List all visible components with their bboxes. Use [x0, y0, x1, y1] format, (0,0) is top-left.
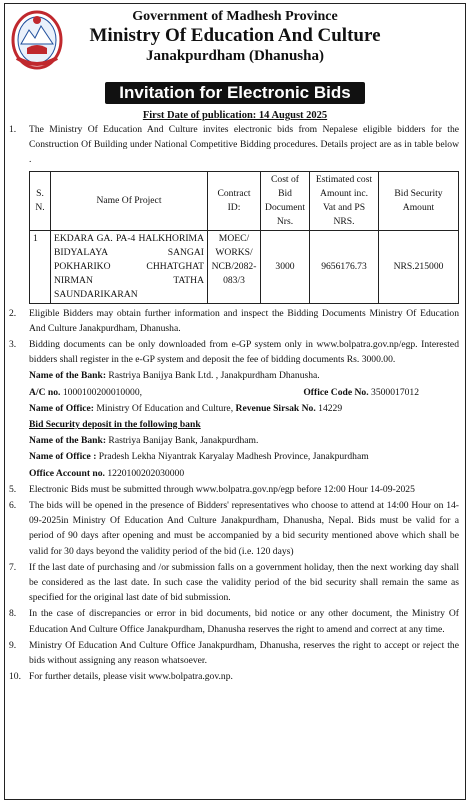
invitation-banner: Invitation for Electronic Bids: [105, 82, 365, 104]
col-sn: S. N.: [30, 171, 51, 230]
col-estimate: Estimated cost Amount inc. Vat and PS NRS.: [310, 171, 379, 230]
ministry-title: Ministry Of Education And Culture: [89, 25, 381, 46]
clause-text: For further details, please visit www.bolpatra.gov.np.: [29, 671, 233, 683]
col-contract: Contract ID:: [208, 171, 261, 230]
bid-table: [29, 171, 459, 304]
office-line: Name of Office: Ministry Of Education and Culture, Revenue Sirsak No. 14229: [29, 402, 343, 414]
clause-2: 2. Eligible Bidders may obtain further information and inspect the Bidding Documents Ministry Of Education And Culture Janakpurdham, Dhanusha.: [9, 306, 459, 336]
nepal-emblem-icon: [11, 6, 63, 72]
col-security: Bid Security Amount: [379, 171, 459, 230]
table-header-row: [30, 171, 459, 230]
cell-project: EKDARA GA. PA-4 HALKHORIMA BIDYALAYA SANGAI POKHARIKO CHHATGHAT NIRMAN TATHA SAUNDARIKARAN: [51, 230, 208, 303]
table-row: [30, 230, 459, 303]
clause-5: 5. Electronic Bids must be submitted through www.bolpatra.gov.np/egp before 12:00 Hour 14-09-2025: [9, 482, 459, 497]
location-title: Janakpurdham (Dhanusha): [146, 48, 324, 64]
clause-text: Eligible Bidders may obtain further information and inspect the Bidding Documents Ministry Of Education And Culture Janakpurdham, Dhanusha.: [29, 307, 459, 334]
cell-contract: MOEC/ WORKS/ NCB/2082-083/3: [208, 230, 261, 303]
publication-date: First Date of publication: 14 August 2025: [142, 110, 328, 121]
clause-text: If the last date of purchasing and /or submission falls on a government holiday, then the next working day shall be considered as the last date. In such case the validity period of the bid security shall remain the same as specified for the original last date of bid submission.: [29, 561, 459, 604]
clause-9: 9. Ministry Of Education And Culture Office Janakpurdham, Dhanusha, reserves the right to accept or reject the bids without assigning any reason whatsoever.: [9, 638, 459, 668]
security-heading: Bid Security deposit in the following bank: [29, 419, 201, 431]
cell-security: NRS.215000: [379, 230, 459, 303]
clause-text: Bidding documents can be only downloaded from e-GP system only in www.bolpatra.gov.np/egp. Interested bidders shall register in the e-GP system and deposit the fee of bidding documents Rs. 3000.00.: [29, 339, 459, 366]
clause-text: Ministry Of Education And Culture Office Janakpurdham, Dhanusha, reserves the right to accept or reject the bids without assigning any reason whatsoever.: [29, 639, 459, 667]
clause-text: The bids will be opened in the presence of Bidders' representatives who choose to attend at 14:00 Hour on 14-09-2025in Ministry Of Education And Culture Janakpurdham, Dhanusha, Nepal. Bids must be valid for a period of 90 days after opening and must be accompanied by a bid security mentioned above which shall be valid for 30 days beyond the validity period of the bid (i.e. 120 days): [29, 500, 459, 557]
clause-10: 10. For further details, please visit www.bolpatra.gov.np.: [9, 669, 459, 684]
clause-6: 6. The bids will be opened in the presence of Bidders' representatives who choose to attend at 14:00 Hour on 14-09-2025in Ministry Of Education And Culture Janakpurdham, Dhanusha, Nepal. Bids must be valid for a period of 90 days after opening and must be accompanied by a bid security mentioned above which shall be valid for 30 days beyond the validity period of the bid (i.e. 120 days): [9, 498, 459, 559]
gov-title: Government of Madhesh Province: [132, 9, 338, 24]
cell-estimate: 9656176.73: [310, 230, 379, 303]
clause-text: In the case of discrepancies or error in bid documents, bid notice or any other document, the Ministry Of Education And Culture Office Janakpurdham, Dhanusha reserves the right to amend and correct at any time.: [29, 608, 459, 635]
bank-name-line: Name of the Bank: Rastriya Banijya Bank Ltd. , Janakpurdham Dhanusha.: [29, 370, 320, 382]
clause-7: 7. If the last date of purchasing and /or submission falls on a government holiday, then the next working day shall be considered as the last date. In such case the validity period of the bid security shall remain the same as specified for the original last date of bid submission.: [9, 560, 459, 606]
account-line: A/C no. 1000100200010000, Office Code No. 3500017012: [29, 386, 419, 398]
clause-text: Electronic Bids must be submitted through www.bolpatra.gov.np/egp before 12:00 Hour 14-09-2025: [29, 483, 415, 495]
clause-1: 1. The Ministry Of Education And Culture invites electronic bids from Nepalese eligible bidders for the Construction Of Building under National Competitive Bidding procedures. Details project are as in table below .: [9, 122, 459, 168]
col-project: Name Of Project: [51, 171, 208, 230]
notice-body: [5, 122, 465, 684]
bid-table-wrap: [9, 171, 459, 304]
clause-3: 3. Bidding documents can be only downloaded from e-GP system only in www.bolpatra.gov.np/egp. Interested bidders shall register in the e-GP system and deposit the fee of bidding documents Rs. 3000.00.: [9, 337, 459, 367]
cell-sn: 1: [30, 230, 51, 303]
security-bank-line: Name of the Bank: Rastriya Banijay Bank, Janakpurdham.: [29, 435, 259, 447]
bank-details: [9, 368, 459, 480]
security-account-line: Office Account no. 1220100202030000: [29, 467, 185, 479]
col-cost: Cost of Bid Document Nrs.: [261, 171, 310, 230]
notice-page: [4, 3, 466, 800]
security-office-line: Name of Office : Pradesh Lekha Niyantrak Karyalay Madhesh Province, Janakpurdham: [29, 451, 369, 463]
notice-header: [5, 4, 465, 80]
clause-8: 8. In the case of discrepancies or error in bid documents, bid notice or any other document, the Ministry Of Education And Culture Office Janakpurdham, Dhanusha reserves the right to amend and correct at any time.: [9, 606, 459, 636]
cell-cost: 3000: [261, 230, 310, 303]
clause-text: The Ministry Of Education And Culture invites electronic bids from Nepalese eligible bidders for the Construction Of Building under National Competitive Bidding procedures. Details project are as in table below .: [29, 124, 459, 166]
